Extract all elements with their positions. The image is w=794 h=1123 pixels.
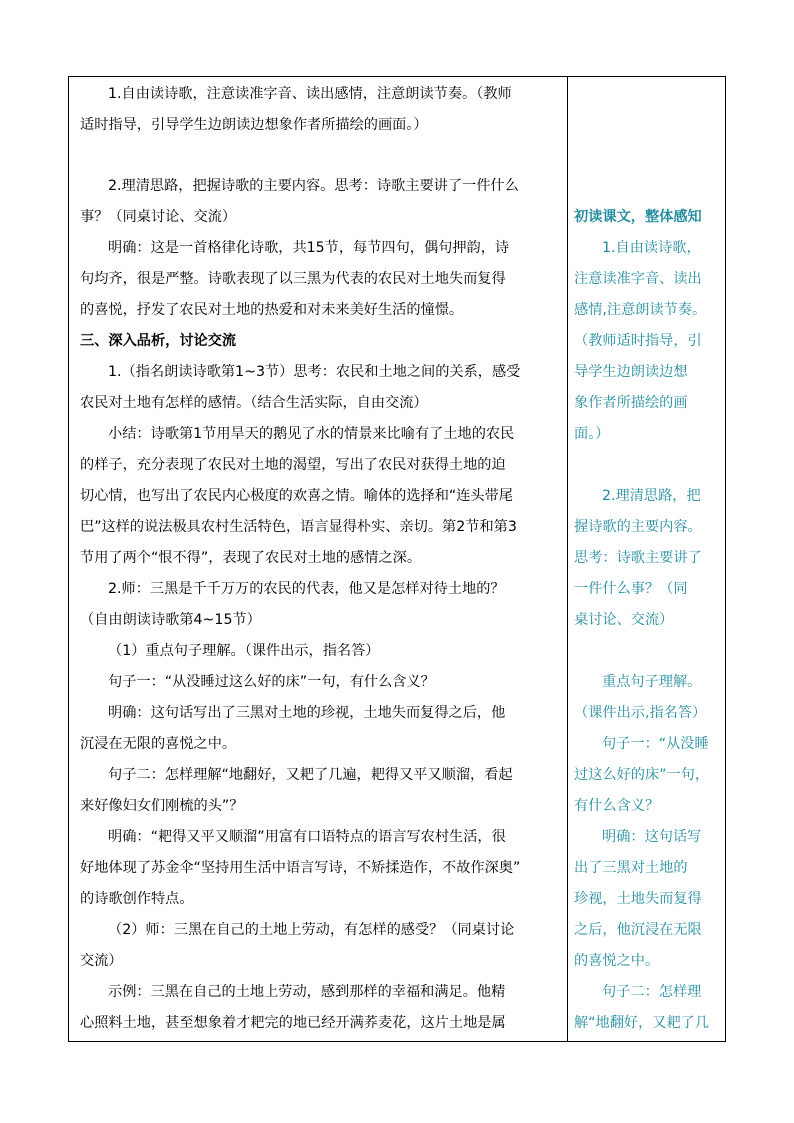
side-heading: 初读课文，整体感知 bbox=[574, 209, 702, 225]
para-question-2: 2.师：三黑是千千万万的农民的代表，他又是怎样对待土地的？ （自由朗读诗歌第4~15节） bbox=[80, 581, 505, 628]
para-clarify-thought: 2.理清思路，把握诗歌的主要内容。思考：诗歌主要讲了一件什么 事？（同桌讨论、交流） bbox=[80, 178, 519, 225]
side-para-2: 2.理清思路，把 握诗歌的主要内容。 思考：诗歌主要讲了 一件什么事？（同 桌讨论、交流） bbox=[574, 488, 702, 628]
para-sentence-1: 句子一：“从没睡过这么好的床”一句，有什么含义？ bbox=[108, 674, 435, 690]
side-para-3: 重点句子理解。 （课件出示,指名答） bbox=[574, 674, 707, 721]
side-para-5: 明确：这句话写 出了三黑对土地的 珍视，土地失而复得 之后，他沉浸在无限 的喜悦之中。 bbox=[574, 829, 702, 969]
column-divider bbox=[567, 77, 568, 1041]
para-summary: 小结：诗歌第1节用旱天的鹅见了水的情景来比喻有了土地的农民 的样子，充分表现了农民对土地的渴望，写出了农民对获得土地的迫 切心情，也写出了农民内心极度的欢喜之情。喻体的选择和“连头带尾 巴”这样的说法极具农村生活特色，语言显得朴实、亲切。第2节和第3 节用了两个“恨不得”，表现了农民对土地的感情之深。 bbox=[80, 426, 517, 566]
para-answer-3: 明确：“耙得又平又顺溜”用富有口语特点的语言写农村生活，很 好地体现了苏金伞“坚持用生活中语言写诗，不矫揉造作，不故作深奥” 的诗歌创作特点。 bbox=[80, 829, 521, 907]
section-heading-3: 三、深入品析，讨论交流 bbox=[80, 333, 237, 349]
para-question-1: 1.（指名朗读诗歌第1~3节）思考：农民和土地之间的关系，感受 农民对土地有怎样的感情。（结合生活实际，自由交流） bbox=[80, 364, 521, 411]
side-para-6: 句子二：怎样理 解“地翻好，又耙了几 bbox=[574, 984, 710, 1031]
para-answer-1: 明确：这是一首格律化诗歌，共15节，每节四句，偶句押韵，诗 句均齐，很是严整。诗歌表现了以三黑为代表的农民对土地失而复得 的喜悦，抒发了农民对土地的热爱和对未来美好生活的憧憬。 bbox=[80, 240, 510, 318]
para-answer-2: 明确：这句话写出了三黑对土地的珍视，土地失而复得之后，他 沉浸在无限的喜悦之中。 bbox=[80, 705, 506, 752]
lesson-table bbox=[68, 76, 726, 1042]
side-para-1: 1.自由读诗歌， 注意读准字音、读出 感情,注意朗读节奏。 （教师适时指导，引 导学生边朗读边想 象作者所描绘的画 面。） bbox=[574, 240, 707, 442]
side-para-4: 句子一：“从没睡 过这么好的床”一句， 有什么含义？ bbox=[574, 736, 710, 814]
para-key-sentences: （1）重点句子理解。（课件出示，指名答） bbox=[108, 643, 380, 659]
para-question-3: （2）师：三黑在自己的土地上劳动，有怎样的感受？（同桌讨论 交流） bbox=[80, 922, 515, 969]
para-sentence-2: 句子二：怎样理解“地翻好，又耙了几遍，耙得又平又顺溜，看起 来好像妇女们刚梳的头”？ bbox=[80, 767, 513, 814]
para-example: 示例：三黑在自己的土地上劳动，感到那样的幸福和满足。他精 心照料土地，甚至想象着才耙完的地已经开满荞麦花，这片土地是属 bbox=[80, 984, 506, 1031]
para-read-aloud: 1.自由读诗歌，注意读准字音、读出感情，注意朗读节奏。（教师 适时指导，引导学生边朗读边想象作者所描绘的画面。） bbox=[80, 86, 512, 133]
